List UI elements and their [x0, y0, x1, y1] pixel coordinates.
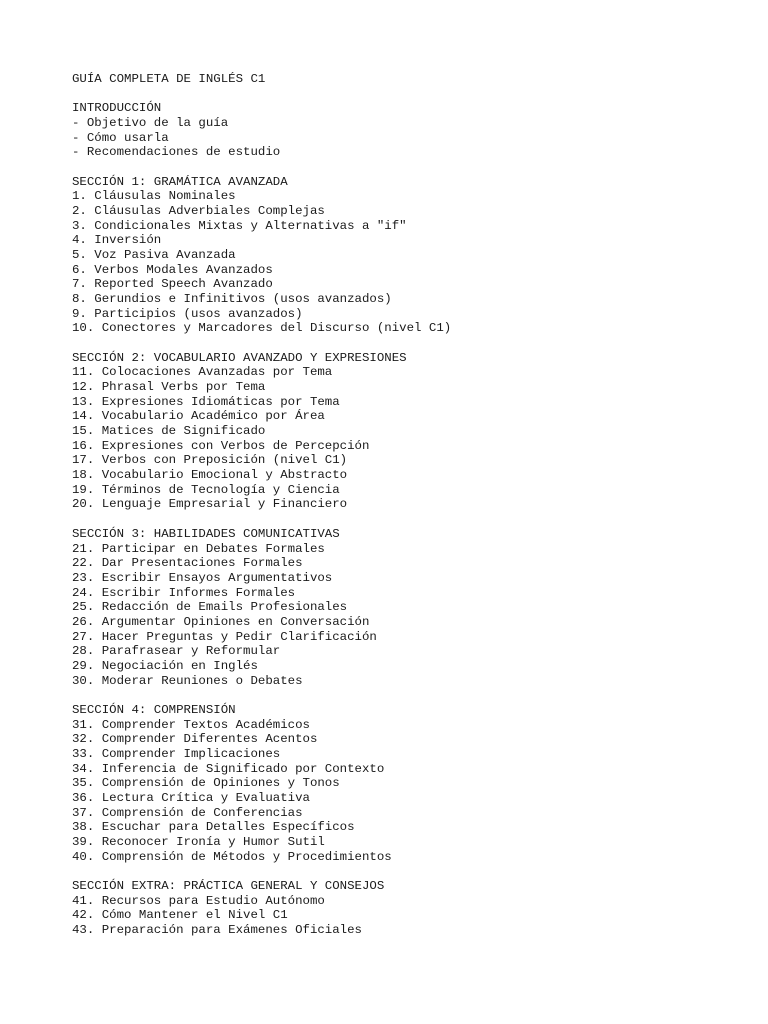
list-item: - Cómo usarla: [72, 130, 169, 145]
list-item: 38. Escuchar para Detalles Específicos: [72, 820, 355, 835]
section-habilidades: [72, 527, 732, 688]
list-item: 40. Comprensión de Métodos y Procedimientos: [72, 849, 392, 864]
list-item: 30. Moderar Reuniones o Debates: [72, 673, 303, 688]
list-item: 26. Argumentar Opiniones en Conversación: [72, 614, 370, 629]
list-item: 14. Vocabulario Académico por Área: [72, 409, 325, 424]
section-heading: SECCIÓN 4: COMPRENSIÓN: [72, 702, 236, 717]
list-item: 35. Comprensión de Opiniones y Tonos: [72, 776, 340, 791]
blank-line: [72, 336, 732, 351]
list-item: 20. Lenguaje Empresarial y Financiero: [72, 497, 348, 512]
list-item: - Recomendaciones de estudio: [72, 145, 281, 160]
list-item: 28. Parafrasear y Reformular: [72, 644, 281, 659]
list-item: 1. Cláusulas Nominales: [72, 189, 236, 204]
section-heading: SECCIÓN 3: HABILIDADES COMUNICATIVAS: [72, 526, 340, 541]
list-item: 2. Cláusulas Adverbiales Complejas: [72, 204, 325, 219]
section-gramatica: [72, 175, 732, 336]
list-item: 42. Cómo Mantener el Nivel C1: [72, 908, 288, 923]
section-heading: INTRODUCCIÓN: [72, 101, 162, 116]
blank-line: [72, 512, 732, 527]
list-item: 37. Comprensión de Conferencias: [72, 805, 303, 820]
list-item: 13. Expresiones Idiomáticas por Tema: [72, 394, 340, 409]
list-item: 16. Expresiones con Verbos de Percepción: [72, 438, 370, 453]
list-item: 17. Verbos con Preposición (nivel C1): [72, 453, 348, 468]
list-item: 4. Inversión: [72, 233, 162, 248]
blank-line: [72, 688, 732, 703]
section-introduccion: [72, 101, 732, 160]
section-vocabulario: [72, 351, 732, 512]
list-item: 6. Verbos Modales Avanzados: [72, 262, 273, 277]
list-item: 8. Gerundios e Infinitivos (usos avanzados): [72, 292, 392, 307]
list-item: 33. Comprender Implicaciones: [72, 746, 281, 761]
list-item: 39. Reconocer Ironía y Humor Sutil: [72, 834, 325, 849]
list-item: 7. Reported Speech Avanzado: [72, 277, 273, 292]
list-item: 22. Dar Presentaciones Formales: [72, 556, 303, 571]
list-item: 41. Recursos para Estudio Autónomo: [72, 893, 325, 908]
list-item: 43. Preparación para Exámenes Oficiales: [72, 922, 362, 937]
list-item: 32. Comprender Diferentes Acentos: [72, 732, 318, 747]
list-item: 18. Vocabulario Emocional y Abstracto: [72, 468, 348, 483]
document-page: [72, 72, 732, 938]
section-heading: SECCIÓN EXTRA: PRÁCTICA GENERAL Y CONSEJOS: [72, 878, 385, 893]
list-item: 29. Negociación en Inglés: [72, 658, 258, 673]
list-item: 12. Phrasal Verbs por Tema: [72, 380, 266, 395]
section-comprension: [72, 703, 732, 864]
list-item: 27. Hacer Preguntas y Pedir Clarificación: [72, 629, 377, 644]
list-item: 19. Términos de Tecnología y Ciencia: [72, 482, 340, 497]
list-item: 21. Participar en Debates Formales: [72, 541, 325, 556]
blank-line: [72, 864, 732, 879]
list-item: 3. Condicionales Mixtas y Alternativas a "if": [72, 218, 407, 233]
list-item: 31. Comprender Textos Académicos: [72, 717, 310, 732]
list-item: 15. Matices de Significado: [72, 424, 266, 439]
list-item: 10. Conectores y Marcadores del Discurso (nivel C1): [72, 321, 452, 336]
list-item: 9. Participios (usos avanzados): [72, 306, 303, 321]
list-item: 24. Escribir Informes Formales: [72, 585, 296, 600]
section-heading: SECCIÓN 2: VOCABULARIO AVANZADO Y EXPRESIONES: [72, 350, 407, 365]
list-item: 23. Escribir Ensayos Argumentativos: [72, 570, 333, 585]
blank-line: [72, 87, 732, 102]
list-item: 11. Colocaciones Avanzadas por Tema: [72, 365, 333, 380]
list-item: 25. Redacción de Emails Profesionales: [72, 600, 348, 615]
list-item: 34. Inferencia de Significado por Contexto: [72, 761, 385, 776]
list-item: 36. Lectura Crítica y Evaluativa: [72, 790, 310, 805]
list-item: - Objetivo de la guía: [72, 116, 229, 131]
blank-line: [72, 160, 732, 175]
document-title: GUÍA COMPLETA DE INGLÉS C1: [72, 72, 266, 86]
section-extra: [72, 879, 732, 938]
list-item: 5. Voz Pasiva Avanzada: [72, 248, 236, 263]
section-heading: SECCIÓN 1: GRAMÁTICA AVANZADA: [72, 174, 288, 189]
